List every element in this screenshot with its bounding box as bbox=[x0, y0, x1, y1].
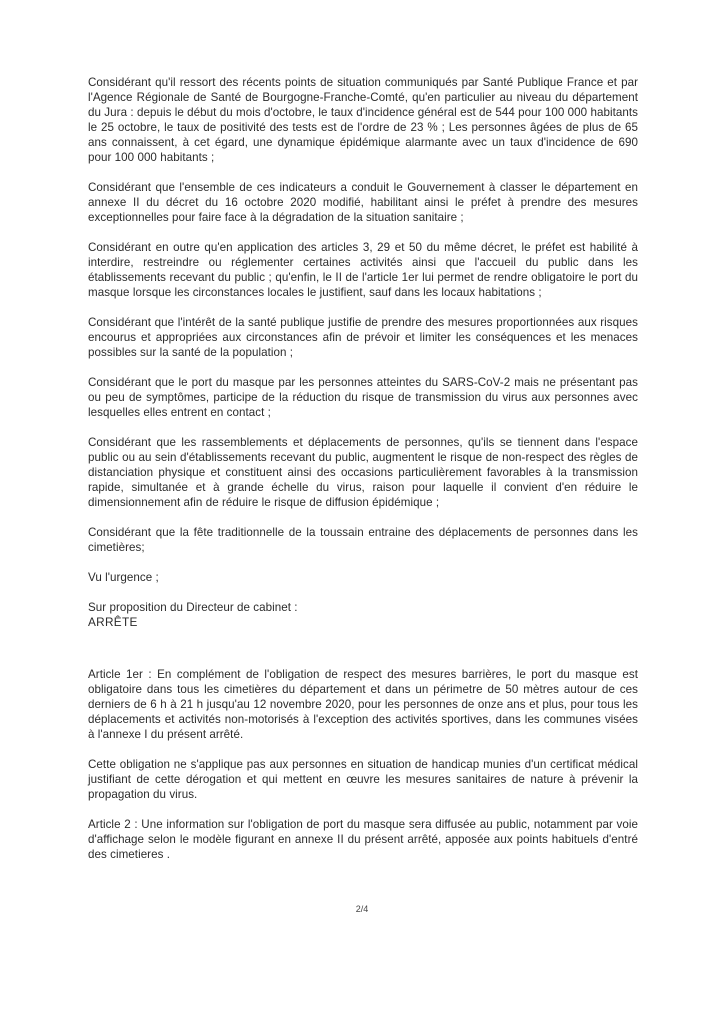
considerant-toussaint-paragraph: Considérant que la fête traditionnelle de la toussain entraine des déplacements de personnes dans les cimetières; bbox=[88, 526, 638, 554]
considerant-port-masque-paragraph: Considérant que le port du masque par les personnes atteintes du SARS-CoV-2 mais ne présentant pas ou peu de symptômes, participe de la réduction du risque de transmission du virus aux personnes avec lesquelles elles entrent en contact ; bbox=[88, 376, 638, 419]
page-number: 2/4 bbox=[355, 904, 369, 914]
considerant-situation-paragraph: Considérant qu'il ressort des récents points de situation communiqués par Santé Publique France et par l'Agence Régionale de Santé de Bourgogne-Franche-Comté, qu'en particulier au niveau du département du Jura : depuis le début du mois d'octobre, le taux d'incidence général est de 544 pour 100 000 habitants le 25 octobre, le taux de positivité des tests est de l'ordre de 23 % ; Les personnes âgées de plus de 65 ans connaissent, à cet égard, une dynamique épidémique alarmante avec un taux d'incidence de 690 pour 100 000 habitants ; bbox=[88, 76, 638, 164]
article-1-exception-paragraph: Cette obligation ne s'applique pas aux personnes en situation de handicap munies d'un certificat médical justifiant de cette dérogation et qui mettent en œuvre les mesures sanitaires de nature à prévenir la propagation du virus. bbox=[88, 758, 638, 801]
article-1-paragraph: Article 1er : En complément de l'obligation de respect des mesures barrières, le port du masque est obligatoire dans tous les cimetières du département et dans un périmetre de 50 mètres autour de ces derniers de 6 h à 21 h jusqu'au 12 novembre 2020, pour les personnes de onze ans et plus, pour tous les déplacements et activités non-motorisés à l'exception des activités sportives, dans les communes visées à l'annexe I du présent arrêté. bbox=[88, 668, 638, 741]
document-body bbox=[88, 75, 638, 862]
considerant-rassemblements-paragraph: Considérant que les rassemblements et déplacements de personnes, qu'ils se tiennent dans l'espace public ou au sein d'établissements recevant du public, augmentent le risque de non-respect des règles de distanciation physique et constituent ainsi des occasions particulièrement favorables à la transmission rapide, simultanée et à grande échelle du virus, raison pour laquelle il convient d'en réduire le dimensionnement afin de réduire le risque de diffusion épidémique ; bbox=[88, 436, 638, 509]
arrete-heading: ARRÊTE bbox=[88, 615, 138, 629]
sur-proposition-line: Sur proposition du Directeur de cabinet : bbox=[88, 601, 298, 614]
considerant-articles-paragraph: Considérant en outre qu'en application des articles 3, 29 et 50 du même décret, le préfet est habilité à interdire, restreindre ou réglementer certaines activités ainsi que l'accueil du public dans les établissements recevant du public ; qu'enfin, le II de l'article 1er lui permet de rendre obligatoire le port du masque lorsque les circonstances locales le justifient, sauf dans les locaux habitations ; bbox=[88, 241, 638, 299]
article-2-paragraph: Article 2 : Une information sur l'obligation de port du masque sera diffusée au public, notamment par voie d'affichage selon le modèle figurant en annexe II du présent arrêté, apposée aux points habituels d'entré des cimetieres . bbox=[88, 818, 638, 861]
considerant-indicateurs-paragraph: Considérant que l'ensemble de ces indicateurs a conduit le Gouvernement à classer le département en annexe II du décret du 16 octobre 2020 modifié, habilitant ainsi le préfet à prendre des mesures exceptionnelles pour faire face à la dégradation de la situation sanitaire ; bbox=[88, 181, 638, 224]
considerant-sante-publique-paragraph: Considérant que l'intérêt de la santé publique justifie de prendre des mesures proportionnées aux risques encourus et appropriées aux circonstances afin de prévoir et limiter les conséquences et les menaces possibles sur la santé de la population ; bbox=[88, 316, 638, 359]
vu-urgence-line: Vu l'urgence ; bbox=[88, 571, 159, 584]
